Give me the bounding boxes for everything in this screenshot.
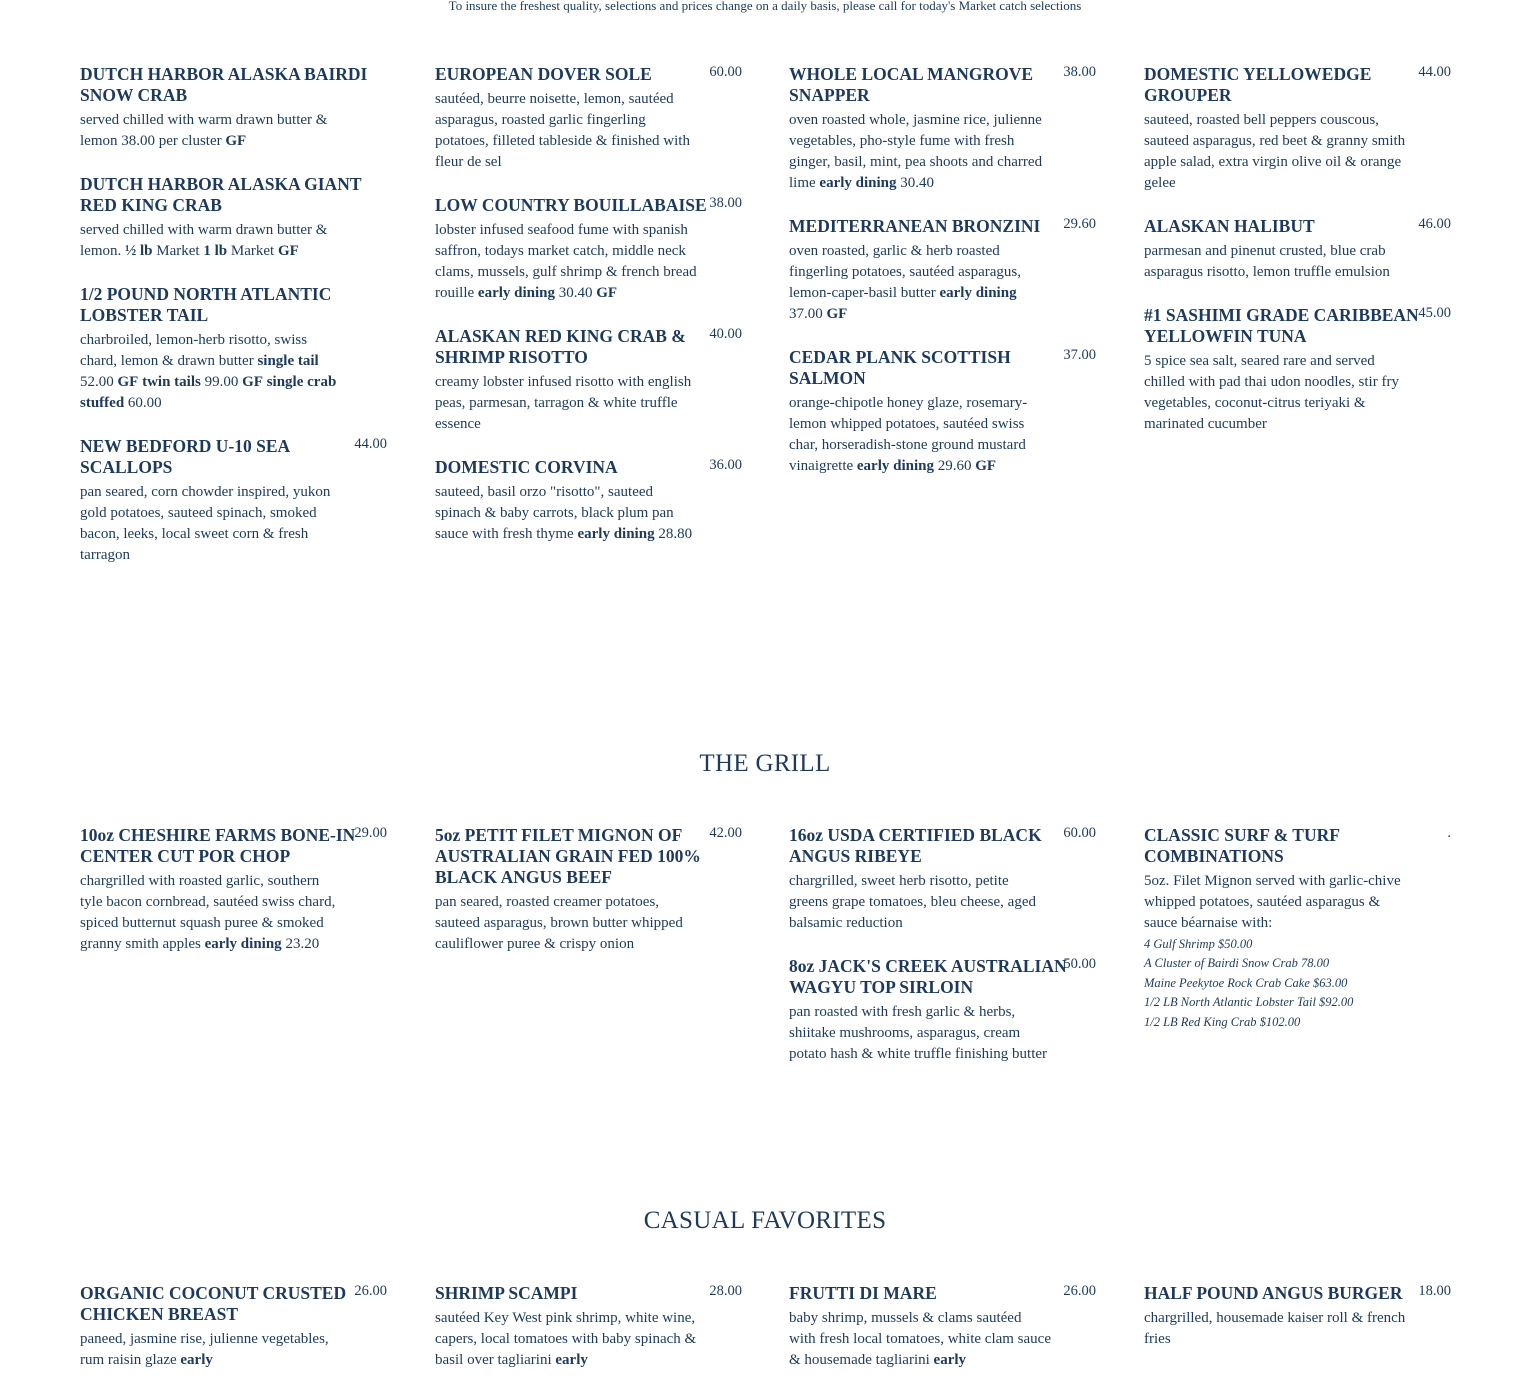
combination-option: Maine Peekytoe Rock Crab Cake $63.00 [1144,975,1348,990]
menu-item-description [80,871,342,955]
desc-emphasis: single crab stuffed [80,374,337,411]
desc-text: chargrilled with roasted garlic, southern tyle bacon cornbread, sautéed swiss chard, spiced butternut squash puree & smoked granny smith apples [80,873,336,952]
menu-item [1144,64,1451,194]
menu-item [435,326,742,435]
desc-emphasis: GF [242,374,263,390]
menu-item-name: LOW COUNTRY BOUILLABAISE [435,195,707,215]
casual-section-title: CASUAL FAVORITES [643,1207,887,1234]
desc-text: sautéed Key West pink shrimp, white wine, capers, local tomatoes with baby spinach & basil over tagliarini [435,1310,697,1368]
desc-emphasis: early dining [939,285,1017,301]
menu-item-name: MEDITERRANEAN BRONZINI [789,216,1041,236]
desc-text: served chilled with warm drawn butter & lemon 38.00 per cluster [80,112,328,149]
desc-text: oven roasted, garlic & herb roasted fingerling potatoes, sautéed asparagus, lemon-caper-basil butter [789,243,1022,301]
desc-emphasis: GF [596,285,618,301]
desc-text: 99.00 [200,374,243,390]
menu-item [80,174,387,262]
menu-column [435,64,742,567]
menu-item-name: 1/2 POUND NORTH ATLANTIC LOBSTER TAIL [80,284,332,325]
menu-item-price: 29.60 [1063,216,1096,232]
menu-item-price: 44.00 [1418,64,1451,80]
menu-item-description [80,330,342,414]
desc-text: sautéed, beurre noisette, lemon, sautéed asparagus, roasted garlic fingerling potatoes, filleted tableside & finished with fleur de sel [435,91,690,170]
menu-item-price: 29.00 [354,825,387,841]
desc-emphasis: early dining [577,526,655,542]
menu-item-description [789,1308,1051,1371]
desc-text: 30.40 [896,175,935,191]
desc-emphasis: early [180,1352,213,1368]
menu-item-price: 26.00 [1063,1283,1096,1299]
desc-text: 37.00 [789,306,827,322]
menu-item-price: 60.00 [1063,825,1096,841]
desc-emphasis: early [933,1352,967,1368]
menu-item [1144,1283,1451,1350]
desc-text: paneed, jasmine rise, julienne vegetables, rum raisin glaze [80,1331,329,1368]
desc-text: 30.40 [555,285,597,301]
market-notice: To insure the freshest quality, selections and prices change on a daily basis, please call for today's Market catch selections [448,0,1082,13]
desc-emphasis: 1 lb [203,243,228,259]
menu-column [80,64,387,588]
menu-item-price: 60.00 [709,64,742,80]
menu-item [789,347,1096,477]
menu-item-description [1144,241,1406,283]
combination-option: A Cluster of Bairdi Snow Crab 78.00 [1144,956,1330,971]
menu-item-description [435,1308,697,1371]
desc-emphasis: GF [975,458,997,474]
menu-item [789,1283,1096,1371]
menu-item-description [1144,871,1406,934]
desc-text: 23.20 [281,936,320,952]
desc-text: pan seared, corn chowder inspired, yukon gold potatoes, sauteed spinach, smoked bacon, leeks, local sweet corn & fresh tarragon [80,484,331,563]
desc-text: chargrilled, housemade kaiser roll & french fries [1144,1310,1406,1347]
menu-column [789,825,1096,1087]
menu-item [435,457,742,545]
menu-item-name: NEW BEDFORD U-10 SEA SCALLOPS [80,436,290,477]
menu-item-description [80,110,342,152]
desc-emphasis: single tail [257,353,319,369]
menu-item-description [789,1002,1051,1065]
menu-column [1144,825,1451,1054]
menu-item [80,284,387,414]
desc-emphasis: early dining [819,175,897,191]
menu-item [789,216,1096,325]
menu-item [80,1283,387,1371]
menu-item-price: 46.00 [1418,216,1451,232]
menu-column [789,64,1096,499]
menu-item [80,825,387,955]
menu-item-price: 38.00 [1063,64,1096,80]
desc-emphasis: early dining [477,285,556,301]
desc-emphasis: early dining [856,458,934,474]
menu-item-name: #1 SASHIMI GRADE CARIBBEAN YELLOWFIN TUNA [1144,305,1419,346]
menu-item-name: WHOLE LOCAL MANGROVE SNAPPER [789,64,1034,105]
menu-item-name: 8oz JACK'S CREEK AUSTRALIAN WAGYU TOP SIRLOIN [789,956,1067,997]
menu-item-description [789,871,1051,934]
desc-text: 60.00 [124,395,162,411]
menu-column [1144,1283,1451,1372]
menu-item-name: 5oz PETIT FILET MIGNON OF AUSTRALIAN GRAIN FED 100% BLACK ANGUS BEEF [435,825,701,887]
menu-item-name: ALASKAN HALIBUT [1144,216,1315,236]
menu-item-name: HALF POUND ANGUS BURGER [1144,1283,1403,1303]
menu-item-price: 44.00 [354,436,387,452]
combination-options [1144,935,1451,1032]
desc-text: pan seared, roasted creamer potatoes, sauteed asparagus, brown butter whipped cauliflower puree & crispy onion [435,894,683,952]
desc-text: sauteed, basil orzo "risotto", sauteed spinach & baby carrots, black plum pan sauce with fresh thyme [435,484,674,542]
menu-item-name: EUROPEAN DOVER SOLE [435,64,652,84]
menu-item-price: 42.00 [709,825,742,841]
desc-text: 5oz. Filet Mignon served with garlic-chive whipped potatoes, sautéed asparagus & sauce béarnaise with: [1144,873,1401,931]
desc-text: 28.80 [654,526,693,542]
desc-text: chargrilled, sweet herb risotto, petite greens grape tomatoes, bleu cheese, aged balsamic reduction [789,873,1036,931]
desc-text: lobster infused seafood fume with spanish saffron, todays market catch, middle neck clams, mussels, gulf shrimp & french bread rouille [435,222,697,301]
desc-emphasis: twin tails [142,374,201,390]
menu-item-price: . [1447,825,1451,841]
desc-text: parmesan and pinenut crusted, blue crab asparagus risotto, lemon truffle emulsion [1144,243,1390,280]
desc-emphasis: GF [225,133,247,149]
desc-text: 29.60 [934,458,976,474]
menu-item-description [789,393,1051,477]
menu-column [435,1283,742,1393]
menu-column [435,825,742,977]
desc-emphasis: GF [277,243,299,259]
desc-text: creamy lobster infused risotto with english peas, parmesan, tarragon & white truffle essence [435,374,692,432]
desc-text: 5 spice sea salt, seared rare and served chilled with pad thai udon noodles, stir fry vegetables, coconut-citrus teriyaki & marinated cucumber [1144,353,1399,432]
menu-item-description [1144,110,1406,194]
menu-item-price: 26.00 [354,1283,387,1299]
menu-item-price: 37.00 [1063,347,1096,363]
desc-text: served chilled with warm drawn butter & lemon. [80,222,328,259]
desc-emphasis: GF [117,374,139,390]
desc-text: pan roasted with fresh garlic & herbs, shiitake mushrooms, asparagus, cream potato hash & white truffle finishing butter [789,1004,1048,1062]
menu-column [80,1283,387,1393]
menu-item-description [789,110,1051,194]
menu-item-name: DOMESTIC CORVINA [435,457,618,477]
menu-item-price: 38.00 [709,195,742,211]
menu-item-name: CEDAR PLANK SCOTTISH SALMON [789,347,1011,388]
menu-item-price: 28.00 [709,1283,742,1299]
desc-text: Market [227,243,278,259]
menu-item-description [80,220,342,262]
menu-item [1144,305,1451,435]
desc-text: charbroiled, lemon-herb risotto, swiss chard, lemon & drawn butter [80,332,308,369]
menu-item [1144,825,1451,1032]
menu-item [80,436,387,566]
combination-option: 1/2 LB North Atlantic Lobster Tail $92.00 [1144,995,1354,1010]
menu-item-name: FRUTTI DI MARE [789,1283,937,1303]
menu-item-description [435,220,697,304]
menu-item-price: 36.00 [709,457,742,473]
desc-emphasis: ½ lb [125,243,153,259]
desc-text: Market [152,243,204,259]
desc-text: baby shrimp, mussels & clams sautéed with fresh local tomatoes, white clam sauce & housemade tagliarini [789,1310,1051,1368]
desc-emphasis: early dining [204,936,282,952]
menu-item [789,956,1096,1065]
menu-item-price: 45.00 [1418,305,1451,321]
desc-text: sauteed, roasted bell peppers couscous, sauteed asparagus, red beet & granny smith apple salad, extra virgin olive oil & orange gelee [1144,112,1406,191]
menu-item [80,64,387,152]
menu-item-description [1144,351,1406,435]
combination-option: 1/2 LB Red King Crab $102.00 [1144,1014,1301,1029]
menu-item [789,64,1096,194]
menu-item-price: 50.00 [1063,956,1096,972]
menu-item-price: 40.00 [709,326,742,342]
grill-section-title: THE GRILL [699,750,831,777]
desc-emphasis: GF [826,306,848,322]
menu-item-description [80,1329,342,1371]
menu-item [789,825,1096,934]
menu-item-description [789,241,1051,325]
menu-item-name: DUTCH HARBOR ALASKA GIANT RED KING CRAB [80,174,362,215]
menu-item-description [80,482,342,566]
menu-item-description [435,482,697,545]
menu-item-name: 16oz USDA CERTIFIED BLACK ANGUS RIBEYE [789,825,1042,866]
menu-item [1144,216,1451,283]
menu-item-price: 18.00 [1418,1283,1451,1299]
menu-item-name: SHRIMP SCAMPI [435,1283,578,1303]
menu-item-description [435,372,697,435]
menu-item-name: CLASSIC SURF & TURF COMBINATIONS [1144,825,1340,866]
menu-column [1144,64,1451,457]
menu-item [435,64,742,173]
menu-item-name: 10oz CHESHIRE FARMS BONE-IN CENTER CUT POR CHOP [80,825,356,866]
menu-item-name: ALASKAN RED KING CRAB & SHRIMP RISOTTO [435,326,686,367]
desc-text: orange-chipotle honey glaze, rosemary-lemon whipped potatoes, sautéed swiss char, horseradish-stone ground mustard vinaigrette [789,395,1028,474]
menu-item [435,195,742,304]
menu-column [80,825,387,977]
menu-item-name: DUTCH HARBOR ALASKA BAIRDI SNOW CRAB [80,64,368,105]
menu-column [789,1283,1096,1393]
menu-item-name: ORGANIC COCONUT CRUSTED CHICKEN BREAST [80,1283,347,1324]
menu-item [435,1283,742,1371]
menu-item-description [435,892,697,955]
desc-emphasis: early [555,1352,588,1368]
menu-item-description [1144,1308,1406,1350]
combination-option: 4 Gulf Shrimp $50.00 [1144,937,1253,951]
desc-text: 52.00 [80,374,118,390]
menu-item-name: DOMESTIC YELLOWEDGE GROUPER [1144,64,1372,105]
desc-text: oven roasted whole, jasmine rice, julienne vegetables, pho-style fume with fresh ginger, basil, mint, pea shoots and charred lime [789,112,1043,191]
menu-item-description [435,89,697,173]
menu-item [435,825,742,955]
